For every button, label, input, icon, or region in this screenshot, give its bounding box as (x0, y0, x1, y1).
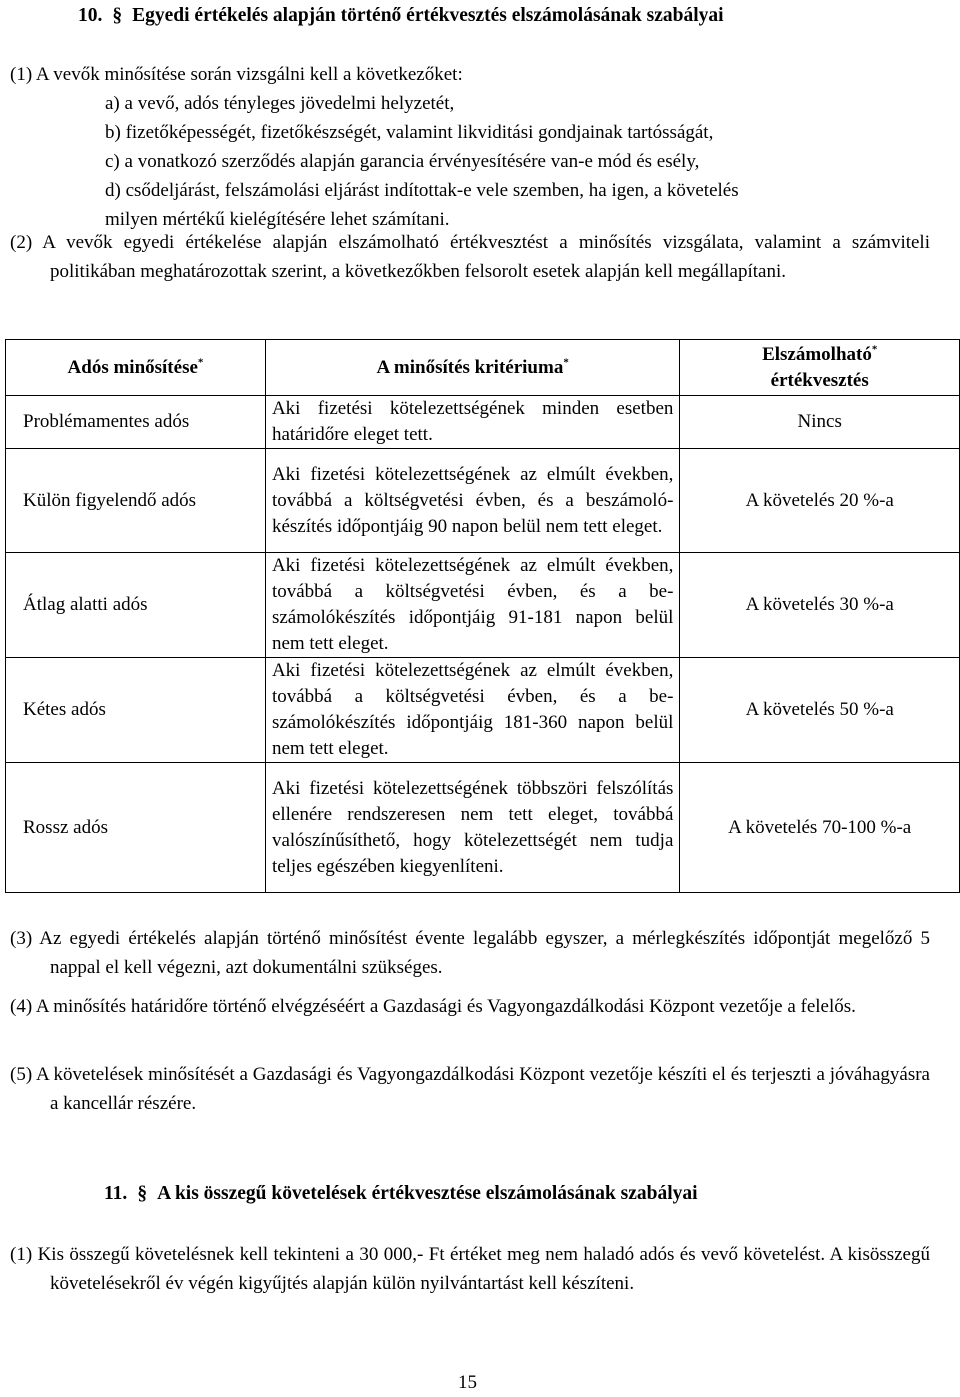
rating-cell: Kétes adós (6, 658, 266, 763)
loss-cell: A követelés 20 %-a (680, 449, 960, 553)
paragraph-1 (10, 60, 930, 234)
list-item-b: b) fizetőképességét, fizetőkészségét, valamint likviditási gondjainak tartósságát, (105, 122, 714, 143)
table-row (6, 763, 960, 893)
paragraph-3-text: (3) Az egyedi értékelés alapján történő minősítést évente legalább egyszer, a mérlegkészítés időpontját megelőző 5 nappal el kell végezni, azt dokumentálni szükséges. (10, 928, 930, 978)
paragraph-5 (10, 1060, 930, 1118)
paragraph-4 (10, 992, 930, 1021)
rating-cell: Problémamentes adós (6, 396, 266, 449)
paragraph-5-text: (5) A követelések minősítését a Gazdasági és Vagyongazdálkodási Központ vezetője készíti el és terjeszti a jóváhagyásra a kancellár részére. (10, 1064, 930, 1114)
loss-cell: A követelés 30 %-a (680, 553, 960, 658)
header-loss: Elszámolható* értékvesztés (680, 340, 960, 396)
table-row (6, 658, 960, 763)
criterion-cell: Aki fizetési kötelezettségének minden esetben határidőre eleget tett. (265, 396, 679, 449)
section-11-paragraph-1 (10, 1240, 930, 1298)
paragraph-4-text: (4) A minősítés határidőre történő elvégzéséért a Gazdasági és Vagyongazdálkodási Központ vezetője a felelős. (10, 996, 856, 1017)
rating-cell: Külön figyelendő adós (6, 449, 266, 553)
paragraph-3 (10, 924, 930, 982)
list-item-c: c) a vonatkozó szerződés alapján garancia érvényesítésére van-e mód és esély, (105, 151, 700, 172)
paragraph-1-intro: (1) A vevők minősítése során vizsgálni kell a következőket: (10, 64, 463, 85)
rating-table (5, 339, 960, 893)
loss-cell: Nincs (680, 396, 960, 449)
paragraph-1-list (10, 89, 930, 234)
rating-cell: Rossz adós (6, 763, 266, 893)
loss-cell: A követelés 50 %-a (680, 658, 960, 763)
criterion-cell: Aki fizetési kötelezettségének az elmúlt években, továbbá a költségvetési évben, és a be-számolókészítés időpontjáig 181-360 napon belül nem tett eleget. (265, 658, 679, 763)
page-number: 15 (458, 1372, 477, 1393)
table-row (6, 396, 960, 449)
loss-cell: A követelés 70-100 %-a (680, 763, 960, 893)
criterion-cell: Aki fizetési kötelezettségének az elmúlt években, továbbá a költségvetési évben, és a be-számolókészítés időpontjáig 91-181 napon belül nem tett eleget. (265, 553, 679, 658)
paragraph-2 (10, 228, 930, 286)
criterion-cell: Aki fizetési kötelezettségének többszöri felszólítás ellenére rendszeresen nem tett eleget, továbbá valószínűsíthető, hogy kötelezettségét nem tudja teljes egészében kiegyenlíteni. (265, 763, 679, 893)
list-item-a: a) a vevő, adós tényleges jövedelmi helyzetét, (105, 93, 455, 114)
table-row (6, 449, 960, 553)
header-rating: Adós minősítése* (6, 340, 266, 396)
rating-cell: Átlag alatti adós (6, 553, 266, 658)
header-criterion: A minősítés kritériuma* (265, 340, 679, 396)
section-11-paragraph-1-text: (1) Kis összegű követelésnek kell tekinteni a 30 000,- Ft értéket meg nem haladó adós és vevő követelést. A kisösszegű követelésekről év végén kigyűjtés alapján külön nyilvántartást kell készíteni. (10, 1244, 930, 1294)
section-number: 11. (104, 1183, 128, 1204)
section-number: 10. (78, 5, 103, 26)
section-11-heading (104, 1179, 698, 1208)
table-row (6, 553, 960, 658)
section-10-heading (78, 1, 724, 30)
section-title: Egyedi értékelés alapján történő értékvesztés elszámolásának szabályai (132, 5, 724, 26)
paragraph-2-text: (2) A vevők egyedi értékelése alapján elszámolható értékvesztést a minősítés vizsgálata, valamint a számviteli politikában meghatározottak szerint, a következőkben felsorolt esetek alapján kell megállapítani. (10, 232, 930, 282)
paragraph-sign: § (112, 5, 123, 26)
list-item-d-line2: milyen mértékű kielégítésére lehet számítani. (105, 209, 450, 230)
paragraph-sign: § (137, 1183, 148, 1204)
section-title: A kis összegű követelések értékvesztése elszámolásának szabályai (157, 1183, 698, 1204)
criterion-cell: Aki fizetési kötelezettségének az elmúlt években, továbbá a költségvetési évben, és a beszámoló-készítés időpontjáig 90 napon belül nem tett eleget. (265, 449, 679, 553)
list-item-d-line1: d) csődeljárást, felszámolási eljárást indítottak-e vele szemben, ha igen, a követelés (105, 180, 739, 201)
